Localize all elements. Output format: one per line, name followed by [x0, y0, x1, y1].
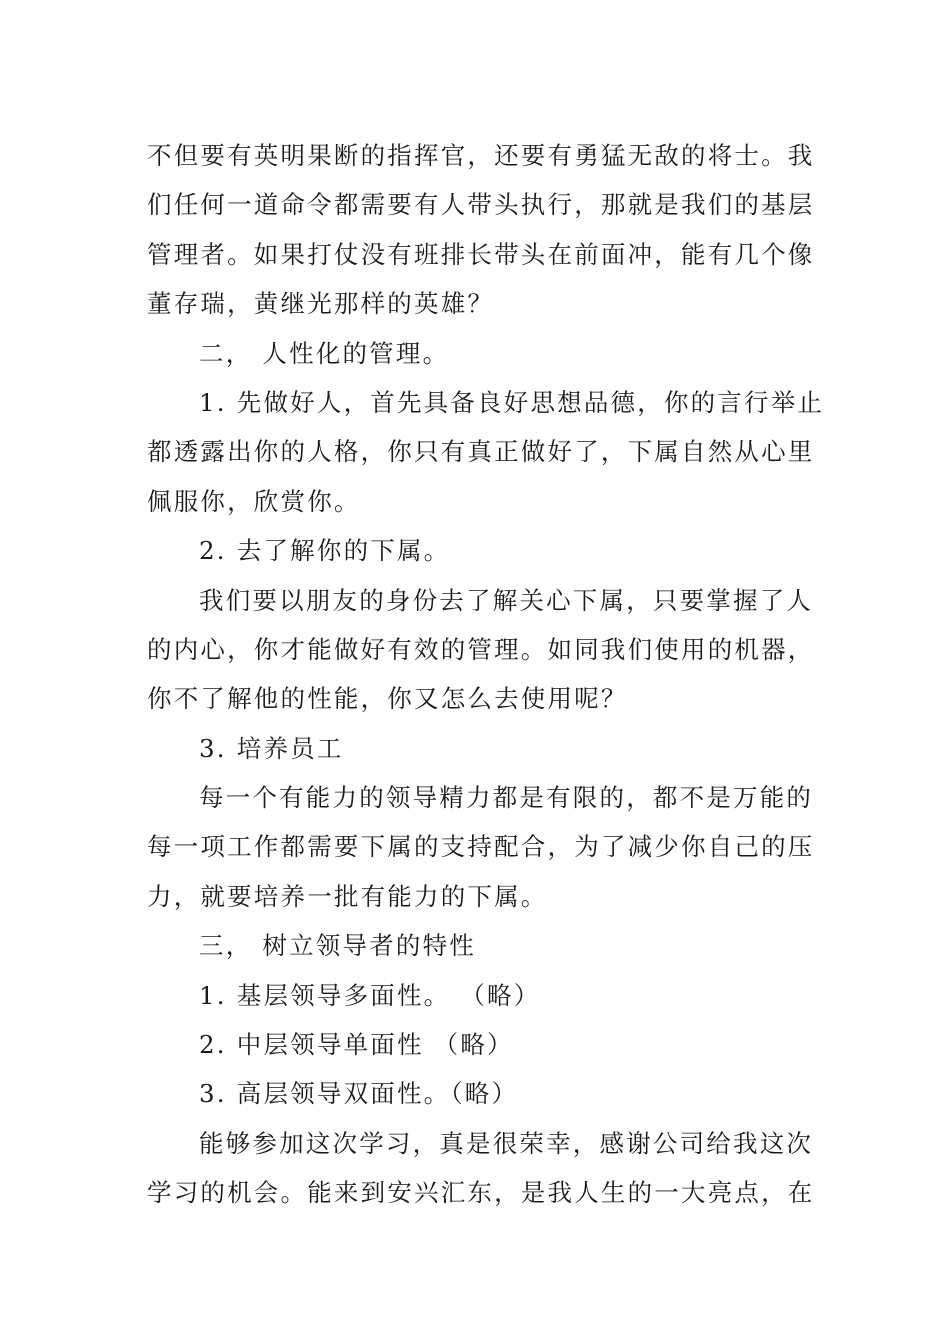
list-item: 3. 培养员工	[199, 733, 344, 763]
text-line: 们任何一道命令都需要有人带头执行，那就是我们的基层	[147, 190, 815, 220]
paragraph-start: 我们要以朋友的身份去了解关心下属，只要掌握了人	[199, 585, 814, 615]
paragraph-start: 能够参加这次学习，真是很荣幸，感谢公司给我这次	[199, 1128, 814, 1158]
text-line: 管理者。如果打仗没有班排长带头在前面冲，能有几个像	[147, 239, 815, 269]
list-item: 2. 去了解你的下属。	[199, 536, 451, 566]
text-line: 你不了解他的性能，你又怎么去使用呢？	[147, 684, 628, 714]
text-line: 佩服你，欣赏你。	[147, 486, 361, 516]
list-item: 1. 先做好人，首先具备良好思想品德，你的言行举止	[199, 387, 825, 417]
list-item: 2. 中层领导单面性 （略）	[199, 1030, 514, 1060]
text-line: 不但要有英明果断的指挥官，还要有勇猛无敌的将士。我	[147, 141, 815, 170]
text-line: 董存瑞，黄继光那样的英雄？	[147, 289, 495, 319]
text-line: 学习的机会。能来到安兴汇东，是我人生的一大亮点，在	[147, 1178, 815, 1208]
section-heading: 二， 人性化的管理。	[199, 338, 450, 368]
text-line: 力，就要培养一批有能力的下属。	[147, 881, 548, 911]
list-item: 1. 基层领导多面性。 （略）	[199, 980, 541, 1010]
paragraph-start: 每一个有能力的领导精力都是有限的，都不是万能的	[199, 783, 814, 813]
section-heading: 三， 树立领导者的特性	[199, 931, 476, 961]
text-line: 的内心，你才能做好有效的管理。如同我们使用的机器，	[147, 634, 815, 664]
text-line: 都透露出你的人格，你只有真正做好了，下属自然从心里	[147, 437, 815, 467]
list-item: 3. 高层领导双面性。（略）	[199, 1079, 519, 1109]
document-body	[147, 131, 825, 1218]
text-line: 每一项工作都需要下属的支持配合，为了减少你自己的压	[147, 832, 815, 862]
